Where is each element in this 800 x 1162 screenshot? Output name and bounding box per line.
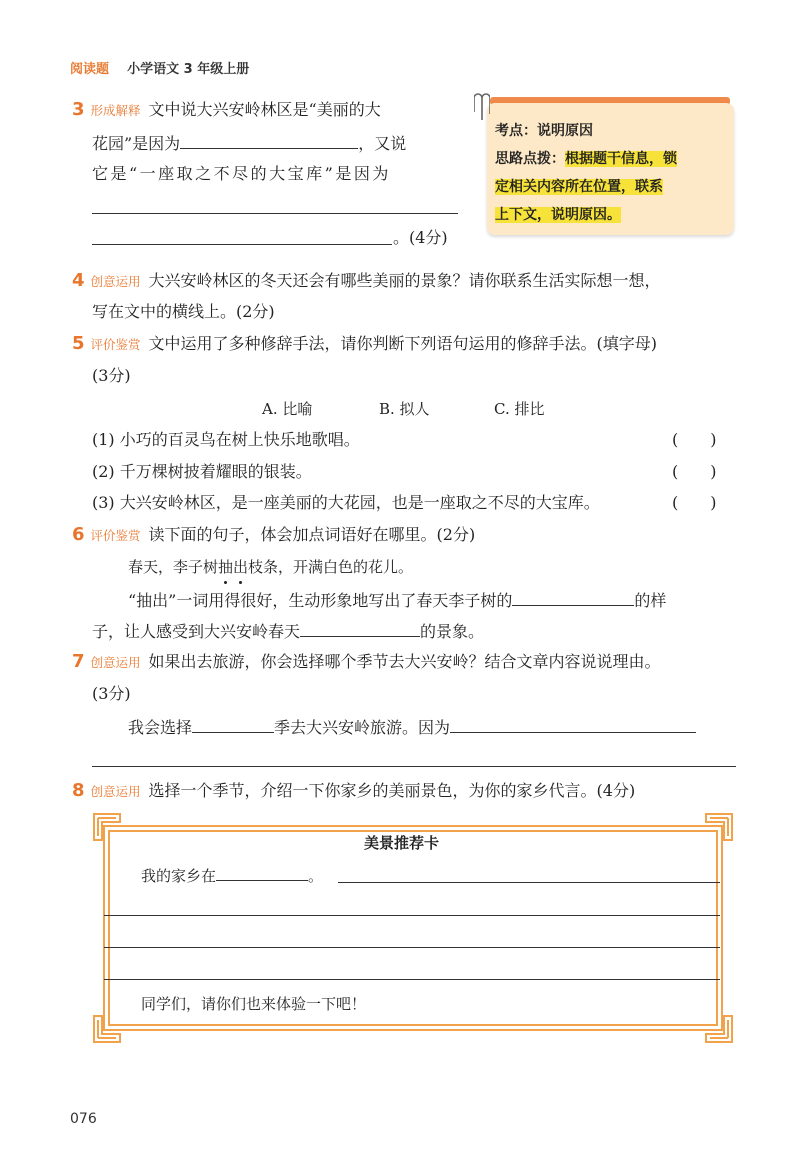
q7-line1 bbox=[72, 652, 661, 673]
paperclip-icon bbox=[474, 92, 490, 122]
q5-item-2: (2) 千万棵树披着耀眼的银装。 bbox=[92, 462, 312, 481]
q3-number: 3 bbox=[72, 99, 85, 120]
card-line1-end: 。 bbox=[308, 867, 324, 885]
q8-type: 创意运用 bbox=[90, 784, 141, 799]
q5-item-3: (3) 大兴安岭林区，是一座美丽的大花园，也是一座取之不尽的大宝库。 bbox=[92, 493, 600, 512]
note-kaodian bbox=[495, 117, 593, 145]
card-line1 bbox=[141, 864, 323, 886]
q7-number: 7 bbox=[72, 651, 85, 672]
quote-part-b: 枝条，开满白色的花儿。 bbox=[248, 558, 414, 576]
q3-text-2b: ，又说 bbox=[358, 134, 407, 153]
q4-text-1: 大兴安岭林区的冬天还会有哪些美丽的景象？请你联系生活实际想一想， bbox=[148, 271, 661, 290]
silu-text-2: 定相关内容所在位置，联系 bbox=[495, 179, 663, 195]
q6-line1 bbox=[72, 525, 475, 546]
q4-number: 4 bbox=[72, 270, 85, 291]
q3-line3: 它是“一座取之不尽的大宝库”是因为 bbox=[92, 164, 391, 183]
q7-blank-reason[interactable] bbox=[450, 716, 696, 733]
q6-text-4a: 子，让人感受到大兴安岭春天 bbox=[92, 622, 301, 641]
card-footer: 同学们，请你们也来体验一下吧！ bbox=[141, 995, 367, 1013]
quote-part-a: 春天，李子树 bbox=[128, 558, 219, 576]
silu-label: 思路点拨： bbox=[495, 151, 565, 167]
q4-line2: 写在文中的横线上。(2分) bbox=[92, 302, 275, 321]
silu-text-3: 上下文，说明原因。 bbox=[495, 207, 621, 223]
quote-dotted-2: 出 bbox=[233, 558, 249, 576]
q5-line1 bbox=[72, 334, 657, 355]
q5-line2: (3分) bbox=[92, 366, 131, 385]
q5-answer-2[interactable]: ( ) bbox=[672, 462, 717, 481]
q6-text-4b: 的景象。 bbox=[420, 622, 485, 641]
card-line-c[interactable] bbox=[104, 947, 720, 948]
q3-answer-line-2[interactable] bbox=[92, 244, 392, 245]
q6-text-1: 读下面的句子，体会加点词语好在哪里。(2分) bbox=[148, 525, 476, 544]
q6-number: 6 bbox=[72, 524, 85, 545]
q7-text-1: 如果出去旅游，你会选择哪个季节去大兴安岭？结合文章内容说说理由。 bbox=[148, 652, 661, 671]
kaodian-text: 说明原因 bbox=[537, 123, 593, 139]
q6-line3 bbox=[128, 589, 666, 611]
card-line-d[interactable] bbox=[104, 979, 720, 980]
q5-item-1: (1) 小巧的百灵鸟在树上快乐地歌唱。 bbox=[92, 430, 360, 449]
q6-text-3b: 的样 bbox=[634, 591, 667, 610]
q6-quote bbox=[128, 557, 413, 577]
q3-score: 。(4分) bbox=[393, 228, 448, 247]
q5-option-a: A. 比喻 bbox=[262, 400, 313, 418]
card-line-b[interactable] bbox=[104, 915, 720, 916]
q4-type: 创意运用 bbox=[90, 274, 141, 289]
book-title: 小学语文 3 年级上册 bbox=[127, 62, 250, 77]
note-silu-3 bbox=[495, 201, 621, 229]
section-tag: 阅读题 bbox=[70, 62, 110, 77]
q3-blank-1[interactable] bbox=[180, 132, 358, 149]
q3-text-2a: 花园”是因为 bbox=[92, 134, 181, 153]
q7-text-3a: 我会选择 bbox=[128, 718, 193, 737]
note-silu-2 bbox=[495, 173, 663, 201]
silu-text-1: 根据题干信息，锁 bbox=[565, 151, 677, 167]
note-silu-1 bbox=[495, 145, 677, 173]
q4-line1 bbox=[72, 271, 661, 292]
q3-text-1: 文中说大兴安岭林区是“美丽的大 bbox=[148, 100, 381, 119]
q6-blank-1[interactable] bbox=[512, 589, 634, 606]
q7-blank-season[interactable] bbox=[192, 716, 274, 733]
q3-type: 形成解释 bbox=[90, 103, 141, 118]
q8-number: 8 bbox=[72, 780, 85, 801]
card-line-a[interactable] bbox=[338, 882, 720, 883]
q8-text-1: 选择一个季节，介绍一下你家乡的美丽景色，为你的家乡代言。(4分) bbox=[148, 781, 636, 800]
q7-line3 bbox=[128, 716, 696, 738]
card-line1-text: 我的家乡在 bbox=[141, 867, 217, 885]
q5-option-b: B. 拟人 bbox=[379, 400, 430, 418]
q3-line1 bbox=[72, 100, 381, 121]
kaodian-label: 考点： bbox=[495, 123, 537, 139]
q7-text-3b: 季去大兴安岭旅游。因为 bbox=[274, 718, 451, 737]
hint-note bbox=[487, 103, 734, 235]
page-number: 076 bbox=[70, 1111, 97, 1127]
q6-line4 bbox=[92, 620, 484, 642]
q6-blank-2[interactable] bbox=[300, 620, 420, 637]
q5-number: 5 bbox=[72, 333, 85, 354]
q7-type: 创意运用 bbox=[90, 655, 141, 670]
q7-answer-line[interactable] bbox=[92, 766, 736, 767]
q3-answer-line-1[interactable] bbox=[92, 213, 458, 214]
card-blank-hometown[interactable] bbox=[216, 864, 308, 881]
q5-answer-3[interactable]: ( ) bbox=[672, 493, 717, 512]
page-header bbox=[70, 58, 249, 77]
q3-line2 bbox=[92, 132, 406, 154]
q6-text-3a: “抽出”一词用得很好，生动形象地写出了春天李子树的 bbox=[128, 591, 513, 610]
q5-text-1: 文中运用了多种修辞手法，请你判断下列语句运用的修辞手法。(填字母) bbox=[148, 334, 658, 353]
q8-line1 bbox=[72, 781, 635, 802]
card-title: 美景推荐卡 bbox=[364, 834, 440, 852]
q5-type: 评价鉴赏 bbox=[90, 337, 141, 352]
q7-line2: (3分) bbox=[92, 684, 131, 703]
q5-option-c: C. 排比 bbox=[494, 400, 545, 418]
q5-answer-1[interactable]: ( ) bbox=[672, 430, 717, 449]
quote-dotted-1: 抽 bbox=[218, 558, 234, 576]
q6-type: 评价鉴赏 bbox=[90, 528, 141, 543]
